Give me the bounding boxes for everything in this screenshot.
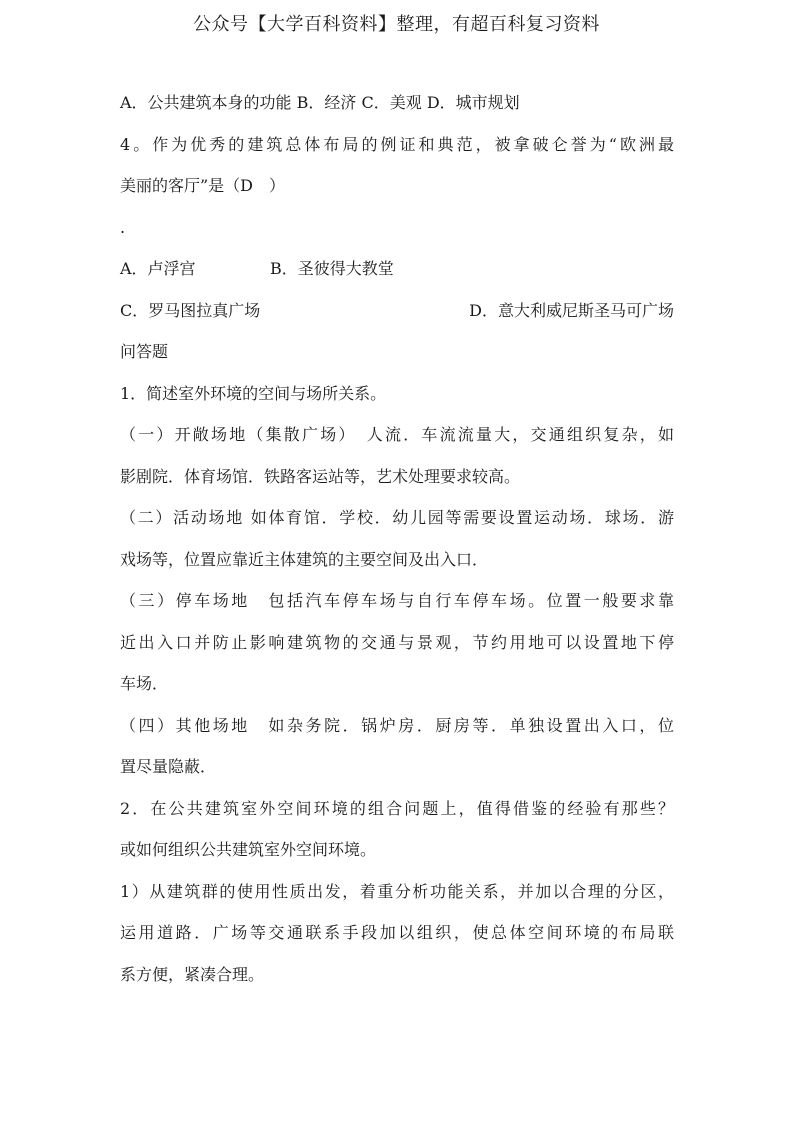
option-d: D．意大利威尼斯圣马可广场: [469, 300, 674, 320]
stray-dot: .: [120, 217, 126, 237]
paragraph-line: （四）其他场地 如杂务院．锅炉房．厨房等．单独设置出入口，位: [120, 715, 674, 735]
paragraph-line: （二）活动场地 如体育馆．学校．幼儿园等需要设置运动场．球场．游: [120, 508, 674, 527]
paragraph-line: 戏场等，位置应靠近主体建筑的主要空间及出入口．: [120, 549, 489, 569]
option-c: C．罗马图拉真广场: [120, 300, 261, 320]
paragraph-line: 置尽量隐蔽．: [120, 757, 217, 776]
paragraph-line: （三）停车场地 包括汽车停车场与自行车停车场。位置一般要求靠: [120, 591, 674, 610]
paragraph-line: 1）从建筑群的使用性质出发，着重分析功能关系，并加以合理的分区，: [120, 881, 674, 901]
options-row-ab: [120, 248, 674, 290]
answer-options-q3: A．公共建筑本身的功能 B．经济 C．美观 D．城市规划: [120, 93, 520, 112]
paragraph-line: 运用道路．广场等交通联系手段加以组织，使总体空间环境的布局联: [120, 923, 674, 942]
paragraph-line: （一）开敞场地（集散广场） 人流．车流流量大，交通组织复杂，如: [120, 425, 674, 444]
paragraph-line: 影剧院．体育场馆．铁路客运站等，艺术处理要求较高。: [120, 466, 521, 486]
paragraph-line: 近出入口并防止影响建筑物的交通与景观，节约用地可以设置地下停: [120, 632, 674, 652]
page-header: 公众号【大学百科资料】整理，有超百科复习资料: [193, 14, 600, 35]
options-row-cd: [120, 290, 674, 332]
qa-question-2-cont: 或如何组织公共建筑室外空间环境。: [120, 840, 377, 859]
question-4-line-2: 美丽的客厅”是（D ）: [120, 176, 286, 195]
option-a: A．卢浮宫: [120, 259, 196, 278]
qa-question-1: 1．简述室外环境的空间与场所关系。: [120, 383, 387, 403]
qa-question-2: 2．在公共建筑室外空间环境的组合问题上，值得借鉴的经验有那些？: [120, 798, 674, 818]
paragraph-line: 车场．: [120, 674, 169, 693]
paragraph-line: 系方便，紧凑合理。: [120, 964, 265, 984]
document-body: [120, 82, 674, 995]
question-4-line-1: 4。作为优秀的建筑总体布局的例证和典范，被拿破仑誉为“欧洲最: [120, 134, 674, 154]
section-heading-qa: 问答题: [120, 342, 169, 361]
option-b: B．圣彼得大教堂: [270, 259, 394, 278]
